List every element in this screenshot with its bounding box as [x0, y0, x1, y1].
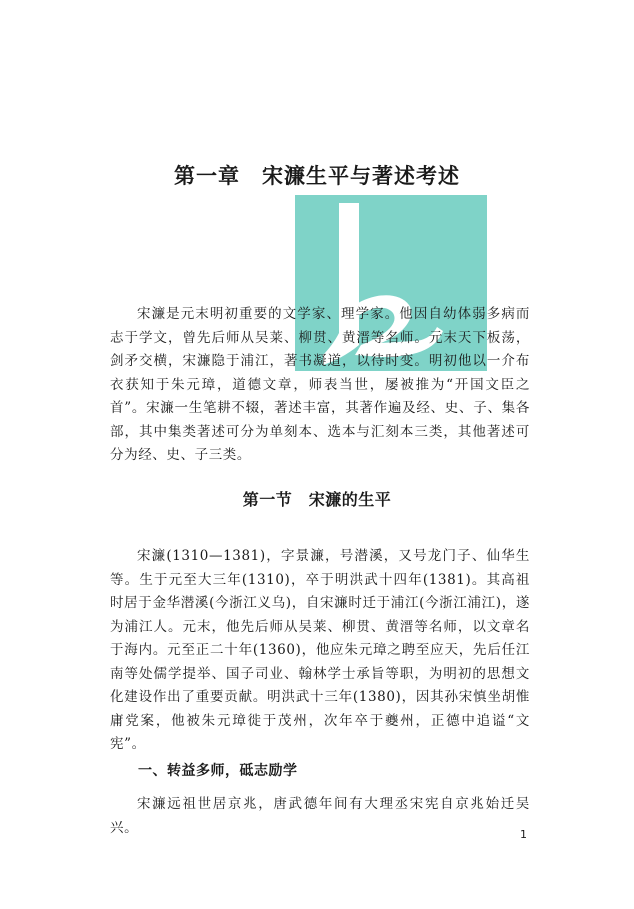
page-number: 1 — [520, 828, 527, 841]
chapter-title: 第一章 宋濂生平与著述考述 — [174, 163, 460, 188]
intro-paragraph: 宋濂是元末明初重要的文学家、理学家。他因自幼体弱多病而志于学文，曾先后师从吴莱、柳贯、黄溍等名师。元末天下板荡，剑矛交横，宋濂隐于浦江，著书凝道，以待时变。明初他以一介布衣获知于朱元璋，道德文章，师表当世，屡被推为“开国文臣之首”。宋濂一生笔耕不辍，著述丰富，其著作遍及经、史、子、集各部，其中集类著述可分为单刻本、选本与汇刻本三类，其他著述可分为经、史、子三类。 — [110, 306, 530, 463]
section-title: 第一节 宋濂的生平 — [242, 490, 392, 509]
subsection-title: 一、转益多师，砥志励学 — [138, 763, 298, 779]
subsection-paragraph: 宋濂远祖世居京兆，唐武德年间有大理丞宋宪自京兆始迁吴兴。 — [110, 796, 530, 836]
section-paragraph: 宋濂(1310—1381)，字景濂，号潜溪，又号龙门子、仙华生等。生于元至大三年(1310)，卒于明洪武十四年(1381)。其高祖时居于金华潜溪(今浙江义乌)，自宋濂时迁于浦江(今浙江浦江)，遂为浦江人。元末，他先后师从吴莱、柳贯、黄溍等名师，以文章名于海内。元至正二十年(1360)，他应朱元璋之聘至应天，先后任江南等处儒学提举、国子司业、翰林学士承旨等职，为明初的思想文化建设作出了重要贡献。明洪武十三年(1380)，因其孙宋慎坐胡惟庸党案，他被朱元璋徙于茂州，次年卒于夔州，正德中追谥“文宪”。 — [110, 548, 530, 752]
